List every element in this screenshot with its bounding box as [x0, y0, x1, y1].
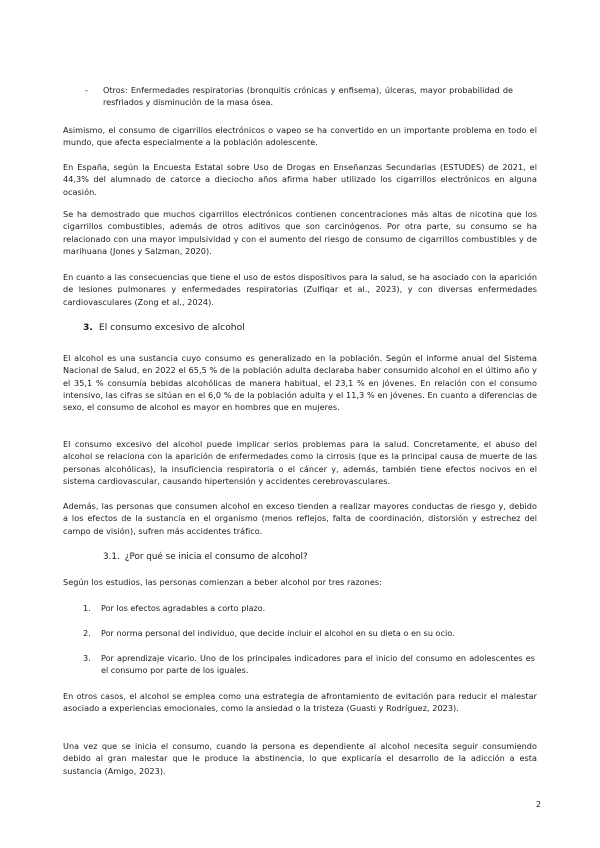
- list-number: 2.: [83, 628, 91, 638]
- section-title: El consumo excesivo de alcohol: [98, 322, 245, 333]
- paragraph-afrontamiento: En otros casos, el alcohol se emplea como una estrategia de afrontamiento de evitación para reducir el malestar asociado a experiencias emocionales, como la ansiedad o la tristeza (Guasti y Rodríguez, 2023).: [63, 691, 537, 714]
- subsection-title: ¿Por qué se inicia el consumo de alcohol?: [124, 552, 308, 562]
- paragraph-dependencia: Una vez que se inicia el consumo, cuando la persona es dependiente al alcohol necesita seguir consumiendo debido al gran malestar que le produce la abstinencia, lo que explicaría el desarrollo de la adicción a esta sustancia (Amigo, 2023).: [63, 741, 537, 776]
- paragraph-alcohol-intro: El alcohol es una sustancia cuyo consumo es generalizado en la población. Según el informe anual del Sistema Nacional de Salud, en 2022 el 65,5 % de la población adulta declaraba haber consumido alcohol en el último año y el 35,1 % consumía bebidas alcohólicas de manera habitual, el 23,1 % en jóvenes. En relación con el consumo intensivo, las cifras se sitúan en el 6,0 % de la población adulta y el 11,3 % en jóvenes. En cuanto a diferencias de sexo, el consumo de alcohol es mayor en hombres que en mujeres.: [63, 353, 537, 413]
- paragraph-excesivo: El consumo excesivo del alcohol puede implicar serios problemas para la salud. Concretamente, el abuso del alcohol se relaciona con la aparición de enfermedades como la cirrosis (que es la principal causa de muerte de las personas alcohólicas), la insuficiencia respiratoria o el cáncer y, además, también tiene efectos nocivos en el sistema cardiovascular, causando hipertensión y accidentes cerebrovasculares.: [63, 439, 537, 486]
- document-page: [63, 0, 537, 848]
- paragraph-razones-intro: Según los estudios, las personas comienzan a beber alcohol por tres razones:: [63, 577, 382, 587]
- paragraph-nicotina: Se ha demostrado que muchos cigarrillos electrónicos contienen concentraciones más altas de nicotina que los cigarrillos combustibles, además de otros aditivos que son carcinógenos. Por otra parte, su consumo se ha relacionado con una mayor impulsividad y con el aumento del riesgo de consumo de cigarrillos combustibles y de marihuana (Jones y Salzman, 2020).: [63, 209, 537, 256]
- paragraph-consecuencias: En cuanto a las consecuencias que tiene el uso de estos dispositivos para la salud, se ha asociado con la aparición de lesiones pulmonares y enfermedades respiratorias (Zulfiqar et al., 2023), y con diversas enfermedades cardiovasculares (Zong et al., 2024).: [63, 272, 537, 307]
- subsection-heading-3-1: [103, 551, 308, 563]
- subsection-number: 3.1.: [103, 552, 120, 562]
- list-number: 3.: [83, 653, 91, 663]
- list-text: Por los efectos agradables a corto plazo.: [101, 603, 266, 613]
- section-number: 3.: [83, 322, 93, 333]
- list-text: Por norma personal del individuo, que decide incluir el alcohol en su dieta o en su ocio.: [101, 628, 455, 638]
- paragraph-estudes: En España, según la Encuesta Estatal sobre Uso de Drogas en Enseñanzas Secundarias (ESTUDES) de 2021, el 44,3% del alumnado de catorce a dieciocho años afirma haber utilizado los cigarrillos electrónicos en alguna ocasión.: [63, 162, 537, 197]
- bullet-text: Otros: Enfermedades respiratorias (bronquitis crónicas y enfisema), úlceras, mayor probabilidad de resfriados y disminución de la masa ósea.: [103, 85, 513, 108]
- list-number: 1.: [83, 603, 91, 613]
- paragraph-vapeo: Asimismo, el consumo de cigarrillos electrónicos o vapeo se ha convertido en un importante problema en todo el mundo, que afecta especialmente a la población adolescente.: [63, 125, 537, 148]
- bullet-dash: -: [85, 85, 88, 95]
- paragraph-conductas: Además, las personas que consumen alcohol en exceso tienden a realizar mayores conductas de riesgo y, debido a los efectos de la sustancia en el organismo (menos reflejos, falta de coordinación, distorsión y estrechez del campo de visión), sufren más accidentes tráfico.: [63, 501, 537, 536]
- page-number: 2: [536, 800, 542, 809]
- section-heading-3: [83, 322, 245, 334]
- list-text: Por aprendizaje vicario. Uno de los principales indicadores para el inicio del consumo en adolescentes es el consumo por parte de los iguales.: [101, 653, 535, 676]
